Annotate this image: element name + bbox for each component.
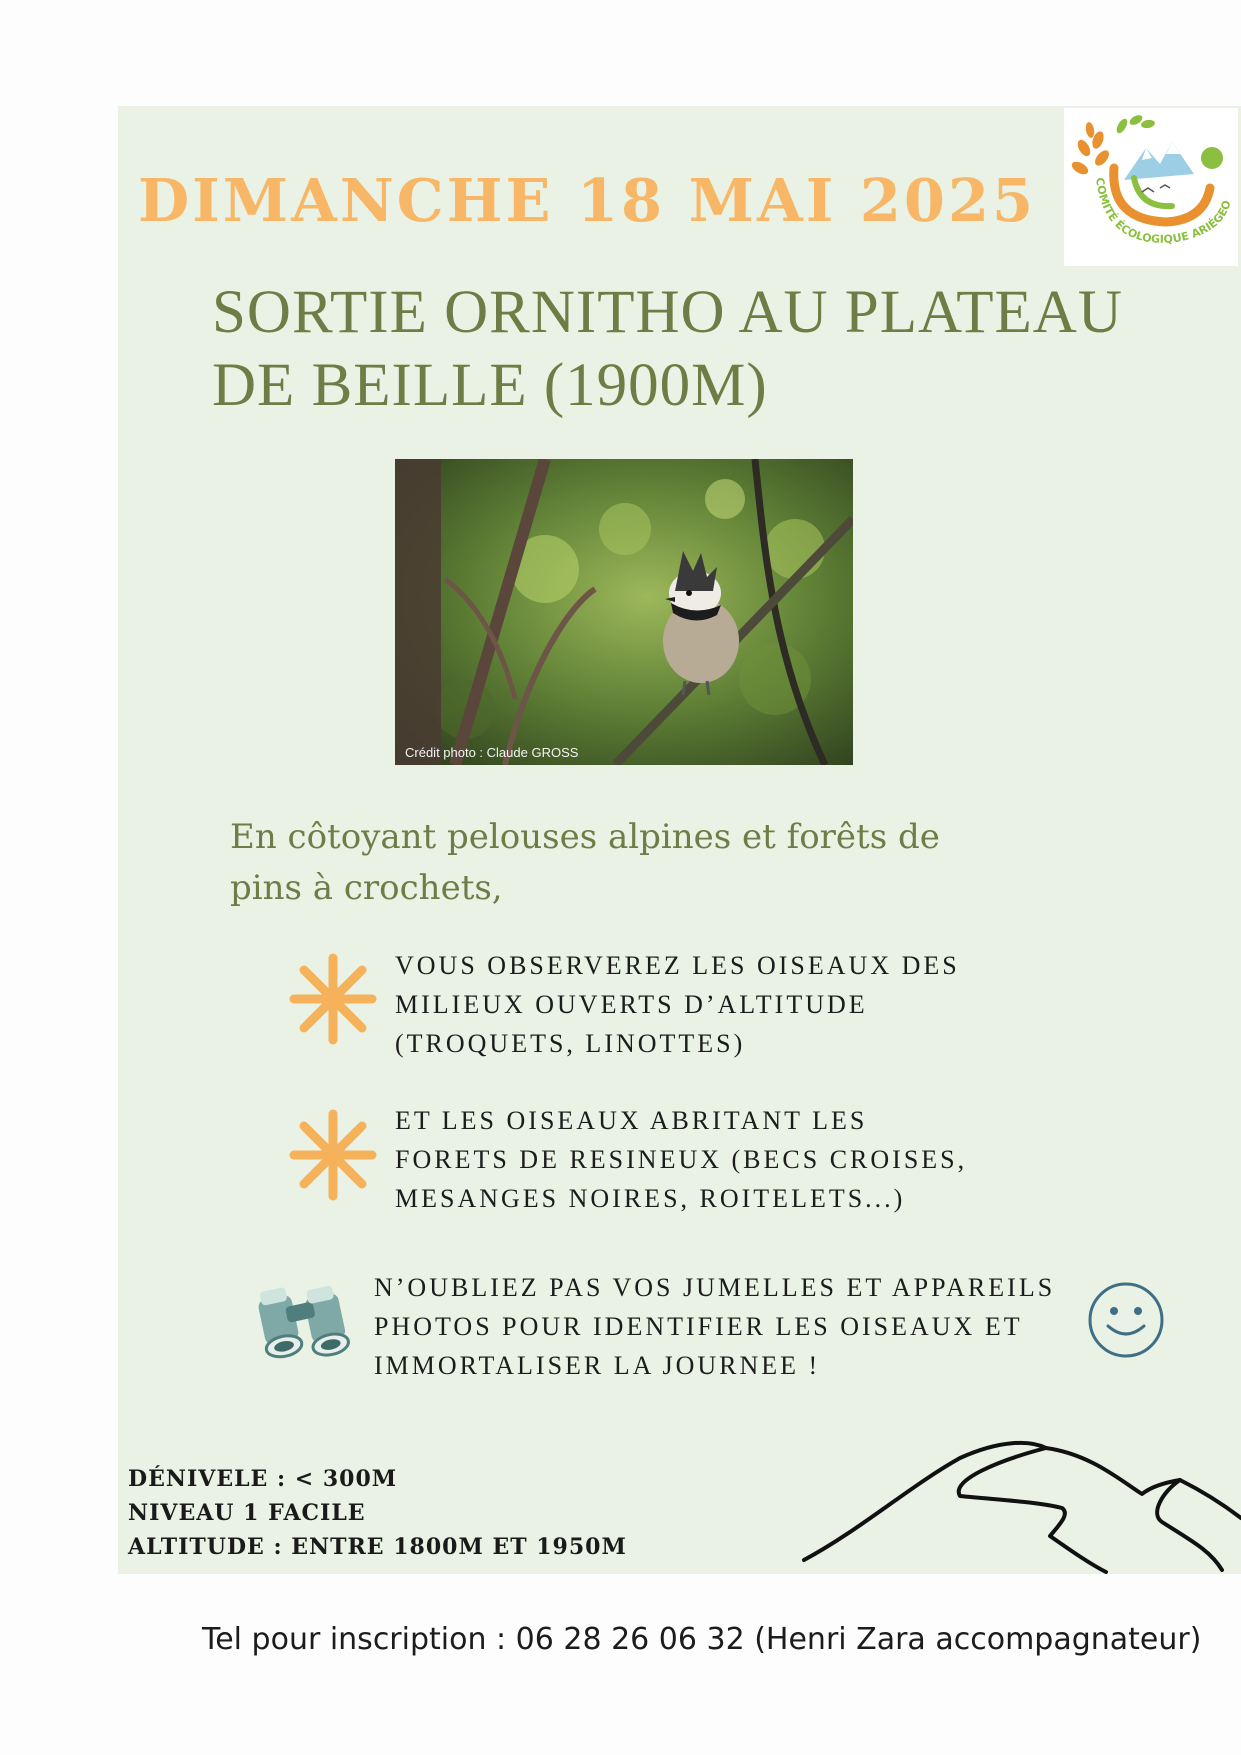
star-icon: [286, 1108, 380, 1202]
bullet-line: ET LES OISEAUX ABRITANT LES: [395, 1106, 868, 1135]
registration-phone: Tel pour inscription : 06 28 26 06 32 (Henri Zara accompagnateur): [202, 1622, 1202, 1657]
altitude-range: ALTITUDE : ENTRE 1800M ET 1950M: [128, 1534, 627, 1560]
hike-details: [128, 1462, 748, 1564]
title-line: SORTIE ORNITHO AU PLATEAU: [212, 279, 1123, 346]
smiley-icon: [1086, 1280, 1166, 1360]
mountain-icon: [800, 1440, 1241, 1574]
reminder-line: PHOTOS POUR IDENTIFIER LES OISEAUX ET: [374, 1312, 1023, 1341]
reminder-line: IMMORTALISER LA JOURNEE !: [374, 1351, 821, 1380]
intro-line: pins à crochets,: [230, 868, 503, 908]
photo-credit: Crédit photo : Claude GROSS: [405, 745, 579, 760]
bullet-line: MILIEUX OUVERTS D’ALTITUDE: [395, 990, 868, 1019]
bullet-line: (TROQUETS, LINOTTES): [395, 1029, 746, 1058]
star-icon: [286, 952, 380, 1046]
bullet-line: VOUS OBSERVEREZ LES OISEAUX DES: [395, 951, 960, 980]
reminder-line: N’OUBLIEZ PAS VOS JUMELLES ET APPAREILS: [374, 1273, 1056, 1302]
bullet-conifer-forests: [395, 1101, 1015, 1218]
event-date: DIMANCHE 18 MAI 2025: [138, 166, 1037, 235]
bullet-line: MESANGES NOIRES, ROITELETS...): [395, 1184, 906, 1213]
bullet-line: FORETS DE RESINEUX (BECS CROISES,: [395, 1145, 968, 1174]
association-logo: [1064, 108, 1238, 266]
intro-text: [230, 812, 1050, 914]
event-title: [212, 276, 1212, 422]
logo-text: COMITÉ ÉCOLOGIQUE ARIÉGEO: [1092, 176, 1234, 246]
reminder-text: [374, 1268, 1094, 1385]
bird-photo: [395, 459, 853, 765]
title-line: DE BEILLE (1900M): [212, 352, 768, 419]
difficulty-level: NIVEAU 1 FACILE: [128, 1500, 366, 1526]
intro-line: En côtoyant pelouses alpines et forêts de: [230, 817, 940, 857]
bullet-open-habitats: [395, 946, 1015, 1063]
elevation-gain: DÉNIVELE : < 300M: [128, 1466, 398, 1492]
binoculars-icon: [244, 1276, 360, 1364]
